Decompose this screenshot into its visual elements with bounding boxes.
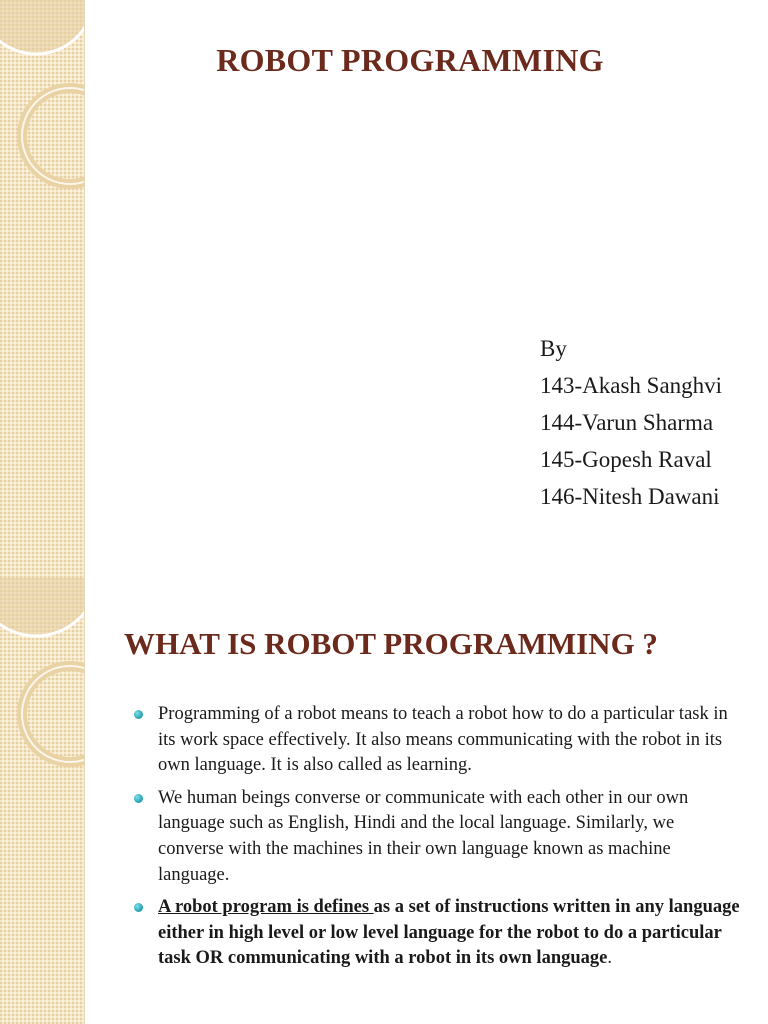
definition-text: as a set of instructions written in any language either in high level or low level language for the robot to do a particular task OR communicating with a robot in its own language [158, 897, 740, 969]
decorative-side-strip [0, 0, 85, 578]
definition-end: . [607, 948, 612, 969]
decorative-rings [0, 0, 84, 578]
bullet-item [132, 786, 742, 888]
slide-title: ROBOT PROGRAMMING [216, 42, 604, 78]
author-item: 146-Nitesh Dawani [540, 484, 720, 509]
bullet-dot-icon [134, 903, 143, 912]
author-item: 144-Varun Sharma [540, 410, 714, 435]
bullet-text: We human beings converse or communicate with each other in our own language such as English, Hindi and the local language. Similarly, we converse with the machines in their own language known as machine language. [158, 787, 689, 885]
by-label: By [540, 336, 567, 361]
bullet-list [132, 702, 742, 979]
author-list [540, 330, 722, 515]
author-item: 145-Gopesh Raval [540, 447, 712, 472]
bullet-item [132, 702, 742, 779]
decorative-side-strip [0, 578, 85, 1024]
slide-title: WHAT IS ROBOT PROGRAMMING ? [124, 626, 658, 661]
bullet-text: Programming of a robot means to teach a robot how to do a particular task in its work space effectively. It also means communicating with the robot in its own language. It is also called as learning. [158, 704, 728, 776]
bullet-item [132, 895, 742, 972]
bullet-dot-icon [134, 794, 143, 803]
content-slide [0, 578, 768, 1024]
bullet-dot-icon [134, 710, 143, 719]
decorative-rings [0, 578, 84, 1024]
definition-term: A robot program is defines [158, 897, 374, 918]
author-item: 143-Akash Sanghvi [540, 373, 723, 398]
